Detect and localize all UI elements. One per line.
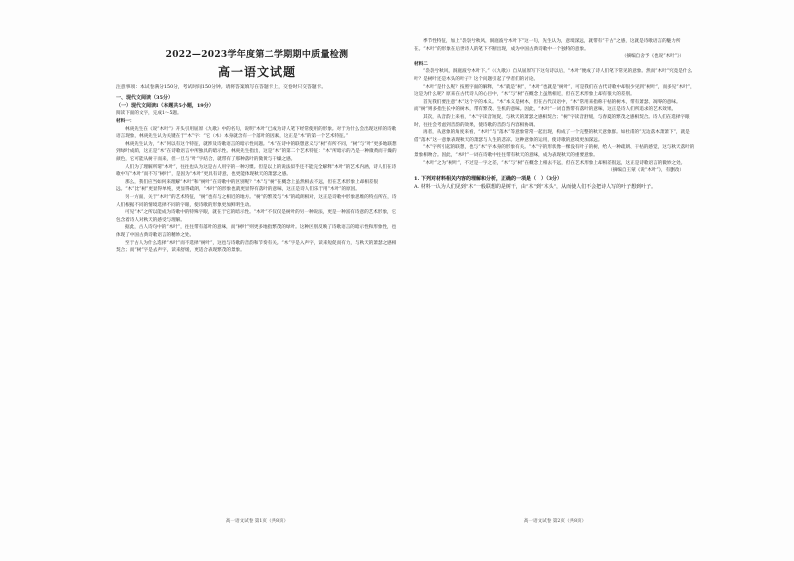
paragraph: 人们为了理解所谓“木叶”，往往也认为这是古人用字的一种习惯。但是以上的说法似乎还不能完全解释“木叶”的艺术内涵，诗人们在诗歌中写“木叶”而不写“树叶”，是因为“木叶”更具有诗意，也更能体现秋天的萧瑟之感。 bbox=[116, 164, 397, 178]
subsection-heading: （一）现代文阅读Ⅰ（本题共5小题，19分） bbox=[116, 103, 214, 110]
reading-instruction: 阅读下面的文字，完成1～5题。 bbox=[116, 111, 182, 117]
paragraph: “木叶”是什么呢？按照字面的解释，“木”就是“树”，“木叶”也就是“树叶”，可是我们在古代诗歌中却很少见到“树叶”，而多见“木叶”，这是为什么呢？原来在古代诗人的心目中，“木”与“树”在概念上虽然相近，但在艺术形象上却有很大的差别。 bbox=[414, 84, 695, 98]
paragraph: 另一方面，关于“木叶”的艺术特征，“树”也有与之相近的地方。“树”的繁茂与“木”的疏朗相对，这正是诗歌中形象思维的特点所在，诗人们根据不同的情境选择不同的字眼，使诗歌的形象更加鲜明生动。 bbox=[116, 194, 397, 208]
paragraph: 至于古人为什么选择“木叶”而不选择“树叶”，这也与诗歌的音韵和节奏有关。“木”字是入声字，读来短促而有力，与秋天的萧瑟之感相契合；而“树”字是去声字，读来舒缓，更适合表现繁茂的景象。 bbox=[116, 240, 397, 254]
paragraph: “木”字所引起的联想，也与“木”字本身的形象有关。“木”字的形状像一棵没有叶子的树，给人一种疏朗、干枯的感觉，这与秋天落叶的景象相吻合。因此，“木叶”一词在诗歌中往往带有秋天的意味，成为表现秋天的重要意象。 bbox=[414, 145, 695, 158]
paragraph: 首先我们要注意“木”这个字的本义。“木”本义是树木，但在古代汉语中，“木”常用来指称干枯的树木，带有萧瑟、凋零的意味。而“树”则多指生长中的树木，带有繁茂、生机的意味。因此，“木叶”一词自然带有落叶的意味，这正是诗人们所追求的艺术效果。 bbox=[414, 99, 681, 113]
paragraph: “袅袅兮秋风，洞庭波兮木叶下。”（《九歌》）自从屈原写下这句诗以后，“木叶”便成了诗人们笔下常见的意象。然而“木叶”究竟是什么叶？是树叶还是木头的叶子？这个问题引起了学者们的讨论。 bbox=[414, 69, 693, 82]
right-page bbox=[414, 38, 696, 523]
material-label: 材料二 bbox=[414, 61, 428, 67]
section-heading: 一、现代文阅读（35分） bbox=[116, 95, 173, 102]
left-page bbox=[116, 38, 398, 523]
source-citation: （摘编自王蒙《说“木叶”》，有删改） bbox=[608, 168, 684, 174]
question-option: A. 材料一认为人们见到“木”一般联想的是树干，由“木”到“木头”，从而使人们不会把诗人写的叶子想到叶子。 bbox=[414, 183, 657, 190]
paragraph: 那么，我们应当如何来理解“木叶”和“树叶”在诗歌中的区别呢？“木”与“树”在概念上虽然相去不远，但在艺术形象上却相差很远。“木”比“树”更显得单纯，更显得疏朗，“木叶”的形象也就更显得有落叶的意味，这正是诗人们乐于用“木叶”的原因。 bbox=[116, 179, 379, 193]
paragraph: 林庚先生在《说“木叶”》开头引用屈原《九歌》中的名句，说明“木叶”已成为诗人笔下经常使用的形象。对于为什么会出现这样的诗歌语言现象，林庚先生认为关键在于“木”字：“它（木）本身就含有一个落叶的因素，这正是“木”的第一个艺术特征。” bbox=[116, 126, 397, 140]
paragraph: 季节性特征，加上“袅袅兮秋风，洞庭波兮木叶下”这一句，先生认为，意境深远，就带有“千古”之感，这就是诗歌语言的魅力所在。“木叶”的形象在后世诗人的笔下不断出现，成为中国古典诗歌中一个独特的意象。 bbox=[414, 39, 681, 52]
page-footer: 高一语文试卷 第1页（共8页） bbox=[225, 519, 289, 523]
paragraph: 再者，从意象的角度来看，“木叶”与“落木”等意象常常一起出现，构成了一个完整的秋天意象群。如杜甫的“无边落木萧萧下”，就是借“落木”这一意象表现秋天的萧瑟与人生的悲凉。这种意象的运用，使诗歌的意境更加深远。 bbox=[414, 130, 690, 143]
page-footer: 高一语文试卷 第2页（共8页） bbox=[523, 519, 587, 523]
paragraph: “木叶”之为“树叶”，不过是一字之差，“木”与“树”在概念上相去不远，但在艺术形象上却相差很远，这正是诗歌语言的微妙之处。 bbox=[423, 160, 686, 166]
subject-title: 高一语文试题 bbox=[217, 65, 296, 79]
paragraph: 可见“木”之所以能成为诗歌中的特殊字眼，就在于它的暗示性。“木叶”不仅仅是树叶的另一种说法，更是一种富有诗意的艺术形象，它包含着诗人对秋天的感受与理解。 bbox=[116, 210, 397, 223]
paragraph: 其次，从音韵上来看，“木”字读音短促，与秋天的萧瑟之感相契合；“树”字读音舒缓，与春夏的繁茂之感相契合。诗人们在选择字眼时，往往会考虑到音韵的效果，使诗歌的音韵与内容相协调。 bbox=[414, 114, 690, 128]
paragraph: 林庚先生认为，“木”何以有这个特征，就涉及诗歌语言的暗示性问题。“木”在诗中的联想意义与“树”有所不同，“树”与“叶”更多地联想到绿叶成荫，这正是“木”在诗歌语言中所独具的暗示性。林庚先生指出，这是“木”的第二个艺术特征：“木”所暗示的乃是一种微黄而干燥的颜色，它可能从树干而来，但一旦与“叶”字结合，就带有了那种落叶的微黄与干燥之感。 bbox=[116, 141, 397, 162]
exam-notice: 注意事项：本试卷满分150分，考试时间150分钟。请将答案填写在答题卡上，交卷时只交答题卡。 bbox=[116, 85, 327, 90]
question-stem: 1. 下列对材料相关内容的理解和分析，正确的一项是（ ）（3分） bbox=[414, 175, 562, 182]
exam-title: 2022—2023学年度第二学期期中质量检测 bbox=[165, 50, 349, 60]
paragraph: 据此，古人诗句中的“木叶”，往往带有落叶的意味，而“树叶”则更多地指繁茂的绿叶。这种区别反映了诗歌语言的暗示性和形象性，也体现了中国古典诗歌语言的精妙之处。 bbox=[116, 225, 397, 238]
material-label: 材料一： bbox=[116, 119, 135, 124]
source-citation: （摘编自舍予《也说“木叶”》） bbox=[621, 54, 684, 60]
